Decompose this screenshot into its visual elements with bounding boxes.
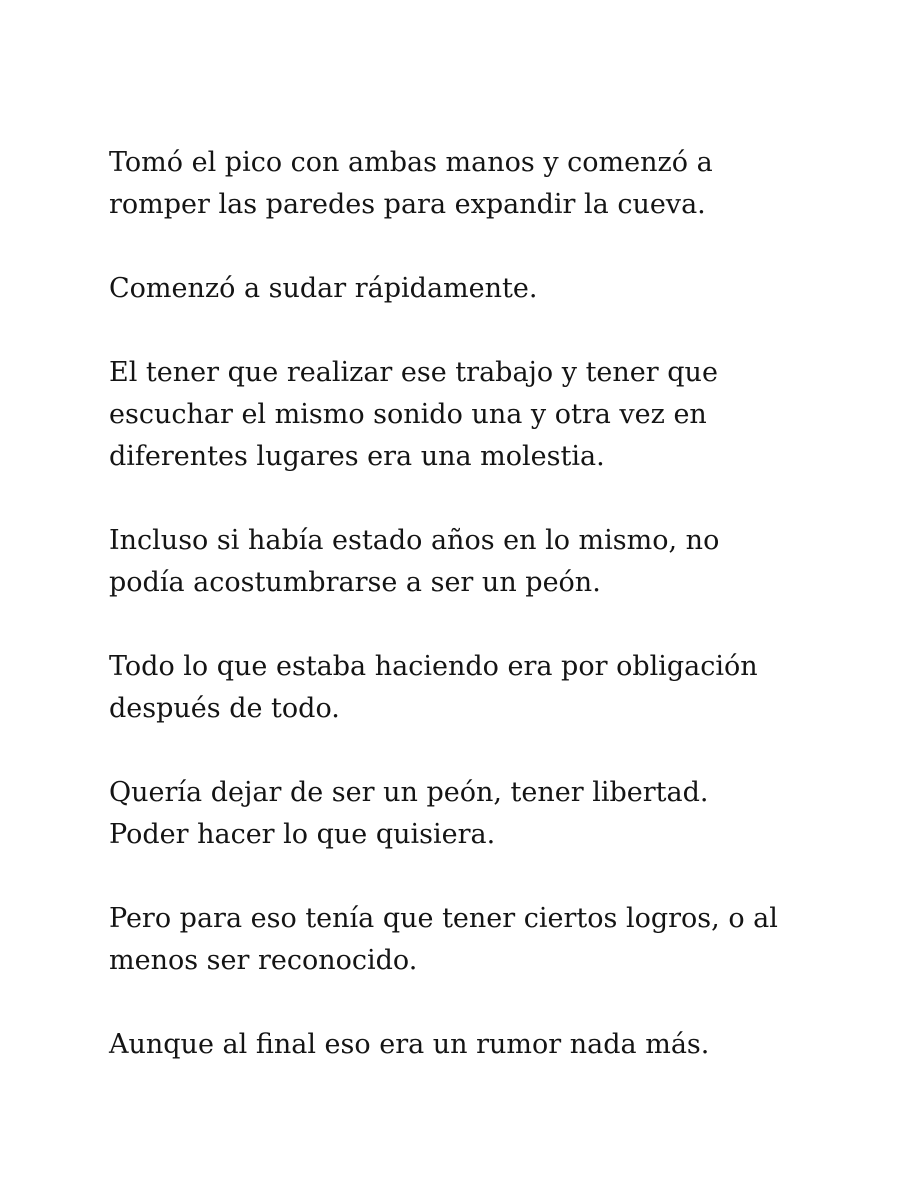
text-column: [109, 142, 809, 1108]
text-line: menos ser reconocido.: [109, 945, 418, 976]
text-line: Pero para eso tenía que tener ciertos logros, o al: [109, 903, 778, 934]
text-line: podía acostumbrarse a ser un peón.: [109, 567, 601, 598]
paragraph-3: [109, 352, 809, 478]
paragraph-7: [109, 898, 809, 982]
text-line: romper las paredes para expandir la cueva.: [109, 189, 706, 220]
text-line: después de todo.: [109, 693, 340, 724]
text-line: Poder hacer lo que quisiera.: [109, 819, 496, 850]
text-line: Incluso si había estado años en lo mismo, no: [109, 525, 720, 556]
text-line: Todo lo que estaba haciendo era por obligación: [109, 651, 758, 682]
paragraph-5: [109, 646, 809, 730]
paragraph-6: [109, 772, 809, 856]
text-line: Tomó el pico con ambas manos y comenzó a: [109, 147, 713, 178]
text-line: Comenzó a sudar rápidamente.: [109, 273, 538, 304]
text-line: El tener que realizar ese trabajo y tener que: [109, 357, 718, 388]
text-line: Quería dejar de ser un peón, tener libertad.: [109, 777, 709, 808]
paragraph-2: [109, 268, 809, 310]
text-line: Aunque al final eso era un rumor nada más.: [109, 1029, 710, 1060]
text-line: diferentes lugares era una molestia.: [109, 441, 605, 472]
paragraph-4: [109, 520, 809, 604]
paragraph-8: [109, 1024, 809, 1066]
paragraph-1: [109, 142, 809, 226]
text-line: escuchar el mismo sonido una y otra vez en: [109, 399, 707, 430]
